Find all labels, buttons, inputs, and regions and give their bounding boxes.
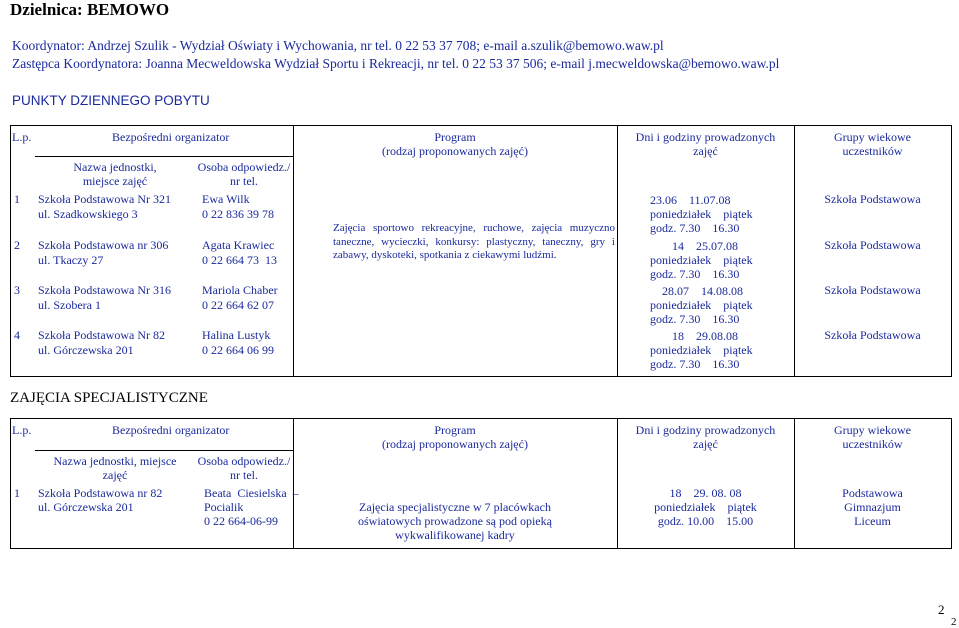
row-group: Gimnazjum bbox=[844, 500, 901, 514]
section-heading-specialist: ZAJĘCIA SPECJALISTYCZNE bbox=[10, 390, 208, 406]
table-border-top bbox=[10, 418, 952, 419]
row-program-line1: Zajęcia specjalistyczne w 7 placówkach bbox=[359, 500, 551, 514]
row-lp: 3 bbox=[14, 283, 20, 297]
row-dates: 23.06 11.07.08 bbox=[650, 193, 731, 207]
row-unit: Szkoła Podstawowa nr 306 bbox=[38, 238, 169, 252]
page-number-corner: 2 bbox=[951, 616, 957, 628]
subheader-person-sub: nr tel. bbox=[230, 174, 258, 188]
row-hours: godz. 7.30 16.30 bbox=[650, 357, 740, 371]
subheader-person: Osoba odpowiedz./ bbox=[197, 454, 291, 468]
col-header-organizer: Bezpośredni organizator bbox=[112, 423, 230, 437]
row-phone: 0 22 836 39 78 bbox=[202, 207, 274, 221]
row-group: Podstawowa bbox=[842, 486, 903, 500]
row-dates: 14 25.07.08 bbox=[672, 239, 738, 253]
row-dates: 18 29. 08. 08 bbox=[669, 486, 742, 500]
subheader-unit-sub: miejsce zajęć bbox=[82, 174, 148, 188]
row-days: poniedziałek piątek bbox=[650, 298, 753, 312]
col-border bbox=[10, 418, 11, 549]
row-days: poniedziałek piątek bbox=[654, 500, 757, 514]
subheader-rule bbox=[35, 156, 293, 157]
table-border-top bbox=[10, 125, 952, 126]
row-person: Beata Ciesielska – bbox=[204, 486, 299, 500]
col-header-groups: Grupy wiekowe bbox=[834, 423, 911, 437]
page-title: Dzielnica: BEMOWO bbox=[10, 0, 170, 19]
col-header-lp: L.p. bbox=[12, 130, 32, 144]
col-header-days: Dni i godziny prowadzonych bbox=[635, 423, 776, 437]
col-header-groups-sub: uczestników bbox=[842, 144, 903, 158]
row-group: Liceum bbox=[854, 514, 891, 528]
col-header-days: Dni i godziny prowadzonych bbox=[635, 130, 776, 144]
col-border bbox=[617, 125, 618, 377]
col-border bbox=[293, 125, 294, 377]
subheader-person-sub: nr tel. bbox=[230, 468, 258, 482]
row-group: Szkoła Podstawowa bbox=[824, 328, 921, 342]
row-person: Mariola Chaber bbox=[202, 283, 278, 297]
col-header-program-sub: (rodzaj proponowanych zajęć) bbox=[382, 144, 528, 158]
col-border bbox=[951, 125, 952, 377]
row-unit: Szkoła Podstawowa Nr 321 bbox=[38, 192, 171, 206]
row-group: Szkoła Podstawowa bbox=[824, 283, 921, 297]
row-hours: godz. 7.30 16.30 bbox=[650, 312, 740, 326]
row-person-cont: Pocialik bbox=[204, 500, 244, 514]
row-address: ul. Szadkowskiego 3 bbox=[38, 207, 138, 221]
row-person: Agata Krawiec bbox=[202, 238, 275, 252]
row-hours: godz. 7.30 16.30 bbox=[650, 267, 740, 281]
col-header-days-sub: zajęć bbox=[693, 144, 718, 158]
subheader-unit: Nazwa jednostki, bbox=[73, 160, 157, 174]
row-lp: 4 bbox=[14, 328, 20, 342]
page-number: 2 bbox=[938, 602, 945, 617]
deputy-coordinator-line: Zastępca Koordynatora: Joanna Mecweldowska Wydział Sportu i Rekreacji, nr tel. 0 22 53 37 506; e-mail j.mecweldowska@bemowo.waw.pl bbox=[12, 56, 780, 71]
row-phone: 0 22 664 06 99 bbox=[202, 343, 274, 357]
col-header-days-sub: zajęć bbox=[693, 437, 718, 451]
row-days: poniedziałek piątek bbox=[650, 253, 753, 267]
row-phone: 0 22 664 73 13 bbox=[202, 253, 277, 267]
col-border bbox=[10, 125, 11, 377]
col-header-program: Program bbox=[434, 130, 476, 144]
row-phone: 0 22 664 62 07 bbox=[202, 298, 274, 312]
subheader-unit: Nazwa jednostki, miejsce bbox=[53, 454, 177, 468]
row-days: poniedziałek piątek bbox=[650, 207, 753, 221]
col-header-groups-sub: uczestników bbox=[842, 437, 903, 451]
row-hours: godz. 7.30 16.30 bbox=[650, 221, 740, 235]
row-unit: Szkoła Podstawowa Nr 316 bbox=[38, 283, 171, 297]
row-address: ul. Tkaczy 27 bbox=[38, 253, 104, 267]
section-heading-day-care: PUNKTY DZIENNEGO POBYTU bbox=[12, 93, 210, 108]
row-program-line2: oświatowych prowadzone są pod opieką bbox=[358, 514, 552, 528]
col-border bbox=[951, 418, 952, 549]
col-header-groups: Grupy wiekowe bbox=[834, 130, 911, 144]
row-lp: 1 bbox=[14, 486, 20, 500]
col-header-lp: L.p. bbox=[12, 423, 32, 437]
row-lp: 2 bbox=[14, 238, 20, 252]
row-address: ul. Szobera 1 bbox=[38, 298, 101, 312]
subheader-person: Osoba odpowiedz./ bbox=[197, 160, 291, 174]
col-header-organizer: Bezpośredni organizator bbox=[112, 130, 230, 144]
row-person: Ewa Wilk bbox=[202, 192, 250, 206]
row-dates: 18 29.08.08 bbox=[672, 329, 738, 343]
row-unit: Szkoła Podstawowa nr 82 bbox=[38, 486, 163, 500]
col-header-program-sub: (rodzaj proponowanych zajęć) bbox=[382, 437, 528, 451]
col-header-program: Program bbox=[434, 423, 476, 437]
row-lp: 1 bbox=[14, 192, 20, 206]
table-border-bottom bbox=[10, 548, 952, 549]
row-dates: 28.07 14.08.08 bbox=[662, 284, 743, 298]
row-address: ul. Górczewska 201 bbox=[38, 343, 134, 357]
subheader-rule bbox=[35, 450, 293, 451]
row-days: poniedziałek piątek bbox=[650, 343, 753, 357]
row-program-line3: wykwalifikowanej kadry bbox=[395, 528, 515, 542]
row-unit: Szkoła Podstawowa Nr 82 bbox=[38, 328, 165, 342]
coordinator-line: Koordynator: Andrzej Szulik - Wydział Oświaty i Wychowania, nr tel. 0 22 53 37 708; e-mail a.szulik@bemowo.waw.pl bbox=[12, 38, 664, 53]
subheader-unit-sub: zajęć bbox=[102, 468, 128, 482]
row-address: ul. Górczewska 201 bbox=[38, 500, 134, 514]
program-description: Zajęcia sportowo rekreacyjne, ruchowe, zajęcia muzyczno taneczne, wycieczki, konkursy: plastyczny, taneczny, gry i zabawy, dyskoteki, spotkania z ciekawymi ludźmi. bbox=[333, 222, 615, 261]
row-phone: 0 22 664-06-99 bbox=[204, 514, 278, 528]
row-hours: godz. 10.00 15.00 bbox=[657, 514, 754, 528]
table-border-bottom bbox=[10, 376, 952, 377]
row-person: Halina Lustyk bbox=[202, 328, 271, 342]
row-group: Szkoła Podstawowa bbox=[824, 192, 921, 206]
row-group: Szkoła Podstawowa bbox=[824, 238, 921, 252]
